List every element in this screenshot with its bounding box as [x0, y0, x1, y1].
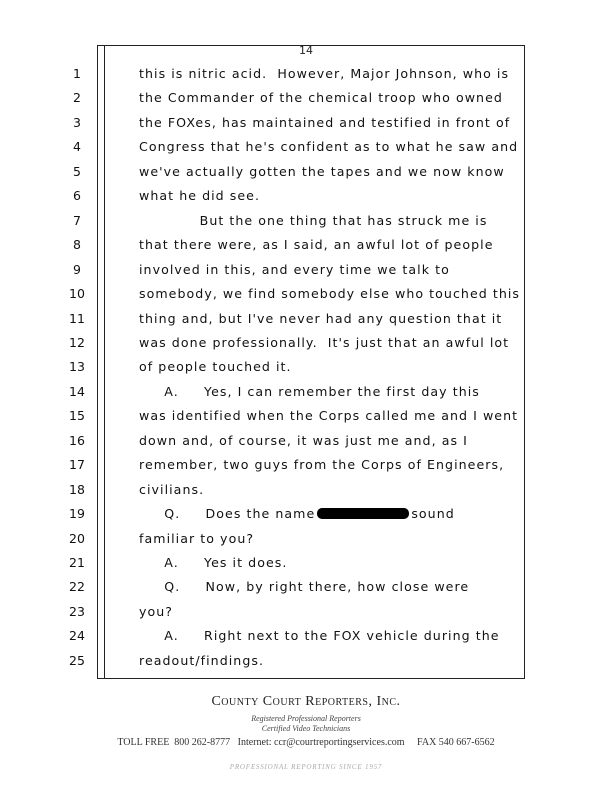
redaction-bar: [317, 508, 409, 519]
transcript-line: A. Yes, I can remember the first day this: [139, 384, 480, 399]
transcript-line: familiar to you?: [139, 531, 255, 546]
transcript-line: A. Right next to the FOX vehicle during the: [139, 628, 500, 643]
line-number: 9: [73, 262, 81, 277]
line-number: 3: [73, 115, 81, 130]
transcript-line: we've actually gotten the tapes and we now know: [139, 164, 505, 179]
transcript-line: that there were, as I said, an awful lot of people: [139, 237, 494, 252]
footer-faint-line: PROFESSIONAL REPORTING SINCE 1957: [229, 763, 383, 771]
line-number: 2: [73, 90, 81, 105]
line-number: 23: [69, 604, 85, 619]
transcript-line: somebody, we find somebody else who touched this: [139, 286, 521, 301]
transcript-line: thing and, but I've never had any question that it: [139, 311, 503, 326]
line-number: 1: [73, 66, 81, 81]
transcript-line: the FOXes, has maintained and testified in front of: [139, 115, 511, 130]
line-number: 16: [69, 433, 85, 448]
page-number: 14: [299, 44, 313, 57]
reporter-company: County Court Reporters, Inc.: [211, 694, 401, 709]
line-number: 20: [69, 531, 85, 546]
line-number: 22: [69, 579, 85, 594]
transcript-line: readout/findings.: [139, 653, 265, 668]
line-number: 18: [69, 482, 85, 497]
line-number: 13: [69, 359, 85, 374]
transcript-line: of people touched it.: [139, 359, 292, 374]
line-number: 8: [73, 237, 81, 252]
transcript-line: what he did see.: [139, 188, 261, 203]
line-number: 11: [69, 311, 85, 326]
transcript-line: this is nitric acid. However, Major Johnson, who is: [139, 66, 510, 81]
line-number: 4: [73, 139, 81, 154]
reporter-tagline-1: Registered Professional Reporters: [251, 714, 361, 723]
transcript-line: the Commander of the chemical troop who owned: [139, 90, 503, 105]
line-number: 24: [69, 628, 85, 643]
line-number: 10: [69, 286, 85, 301]
transcript-line: was done professionally. It's just that an awful lot: [139, 335, 510, 350]
line-number: 7: [73, 213, 81, 228]
line-number: 19: [69, 506, 85, 521]
transcript-line: remember, two guys from the Corps of Engineers,: [139, 457, 505, 472]
transcript-line: down and, of course, it was just me and, as I: [139, 433, 468, 448]
transcript-text: sound: [411, 506, 455, 521]
transcript-line: But the one thing that has struck me is: [139, 213, 488, 228]
transcript-line: involved in this, and every time we talk to: [139, 262, 450, 277]
transcript-line: you?: [139, 604, 174, 619]
line-number: 6: [73, 188, 81, 203]
line-number: 17: [69, 457, 85, 472]
line-number: 12: [69, 335, 85, 350]
transcript-line: was identified when the Corps called me and I went: [139, 408, 519, 423]
line-number: 21: [69, 555, 85, 570]
margin-rule: [104, 45, 105, 679]
reporter-contact: TOLL FREE 800 262-8777 Internet: ccr@courtreportingservices.com FAX 540 667-6562: [117, 737, 495, 748]
line-number: 15: [69, 408, 85, 423]
line-number: 25: [69, 653, 85, 668]
transcript-line: Congress that he's confident as to what he saw and: [139, 139, 519, 154]
line-number: 5: [73, 164, 81, 179]
line-number: 14: [69, 384, 85, 399]
transcript-line: civilians.: [139, 482, 205, 497]
reporter-tagline-2: Certified Video Technicians: [261, 724, 351, 733]
transcript-line: [139, 506, 455, 521]
transcript-line: Q. Now, by right there, how close were: [139, 579, 470, 594]
transcript-line: A. Yes it does.: [139, 555, 288, 570]
transcript-text: Q. Does the name: [139, 506, 316, 521]
